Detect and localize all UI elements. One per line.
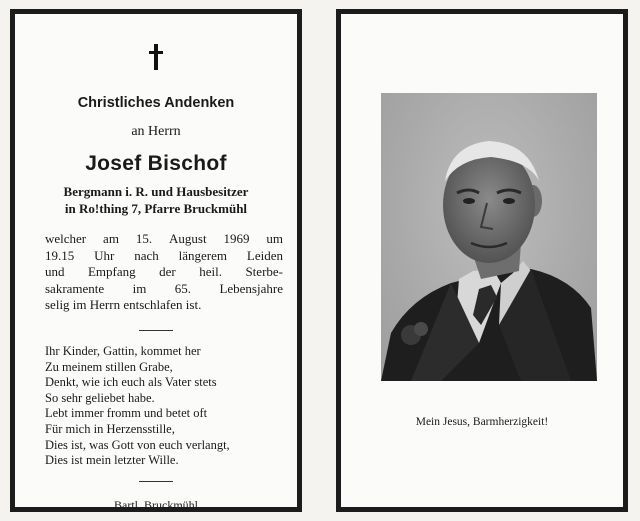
death-notice-line: 19.15 Uhr nach längerem Leiden [45, 247, 283, 263]
poem-line: Ihr Kinder, Gattin, kommet her [45, 344, 201, 358]
memorial-poem [45, 344, 283, 469]
memorial-photo-panel [336, 9, 628, 512]
cross-icon [149, 44, 163, 70]
occupation-line: Bergmann i. R. und Hausbesitzer [63, 184, 249, 199]
poem-line: Für mich in Herzensstille, [45, 421, 175, 436]
death-notice-line: welcher am 15. August 1969 um [45, 231, 283, 246]
memorial-heading: Christliches Andenken [77, 95, 235, 111]
salutation: an Herrn [131, 124, 181, 139]
deceased-name: Josef Bischof [85, 152, 227, 175]
poem-line: Dies ist, was Gott von euch verlangt, [45, 437, 230, 452]
poem-line: Denkt, wie ich euch als Vater stets [45, 375, 217, 390]
divider [139, 330, 173, 331]
poem-line: So sehr geliebet habe. [45, 390, 155, 405]
printer-credit: Bartl, Bruckmühl [114, 498, 198, 512]
death-notice-line: sakramente im 65. Lebensjahre [45, 280, 283, 296]
death-notice [45, 231, 283, 314]
death-notice-line: selig im Herrn entschlafen ist. [45, 297, 202, 312]
poem-line: Lebt immer fromm und betet oft [45, 406, 208, 421]
death-notice-line: und Empfang der heil. Sterbe- [45, 264, 283, 279]
poem-line: Zu meinem stillen Grabe, [45, 359, 173, 374]
portrait-photo [381, 93, 597, 381]
divider [139, 481, 173, 482]
photo-caption: Mein Jesus, Barmherzigkeit! [415, 416, 549, 428]
memorial-text-panel [10, 9, 302, 512]
residence-line: in Ro!thing 7, Pfarre Bruckmühl [64, 201, 248, 216]
poem-line: Dies ist mein letzter Wille. [45, 453, 179, 468]
